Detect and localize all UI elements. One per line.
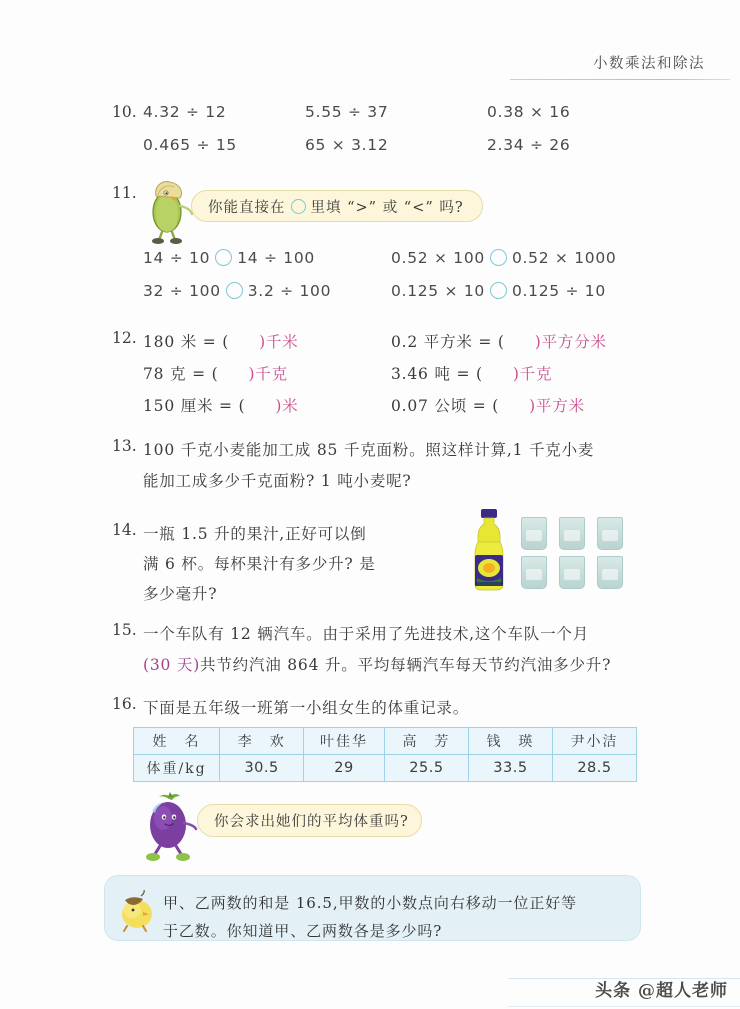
q11-row-3 bbox=[391, 249, 616, 267]
question-12-number: 12. bbox=[112, 329, 137, 347]
q10-expr-2: 5.55 ÷ 37 bbox=[305, 103, 389, 121]
question-14-number: 14. bbox=[112, 521, 137, 539]
q14-line-3: 多少毫升? bbox=[143, 585, 218, 603]
q11-row-1-right: 14 ÷ 100 bbox=[237, 249, 315, 267]
q16-bubble-text: 你会求出她们的平均体重吗? bbox=[214, 814, 409, 830]
q12-item-5-lhs: 3.46 吨 = ( bbox=[391, 365, 483, 383]
q15-line-1: 一个车队有 12 辆汽车。由于采用了先进技术,这个车队一个月 bbox=[143, 625, 590, 643]
q10-expr-5: 65 × 3.12 bbox=[305, 136, 389, 154]
question-16-number: 16. bbox=[112, 695, 137, 713]
q14-line-1: 一瓶 1.5 升的果汁,正好可以倒 bbox=[143, 525, 367, 543]
q11-row-2-right: 3.2 ÷ 100 bbox=[247, 282, 332, 300]
q15-line-2 bbox=[143, 652, 611, 679]
drinking-glass-icon bbox=[559, 556, 585, 589]
table-cell-weight-3: 25.5 bbox=[384, 755, 468, 782]
q12-item-5-rhs: )千克 bbox=[512, 365, 553, 383]
table-cell-name-2: 叶佳华 bbox=[304, 728, 385, 755]
header-divider bbox=[510, 79, 730, 80]
chapter-title: 小数乘法和除法 bbox=[593, 56, 705, 72]
table-header-name: 姓 名 bbox=[134, 728, 220, 755]
q12-item-1 bbox=[143, 329, 299, 356]
q12-item-4 bbox=[391, 329, 607, 356]
q15-highlight: (30 天) bbox=[143, 656, 201, 674]
q12-item-3-lhs: 150 厘米 = ( bbox=[143, 397, 246, 415]
eggplant-character-icon bbox=[138, 791, 202, 863]
q11-bubble-pre: 你能直接在 bbox=[208, 199, 286, 216]
question-13-number: 13. bbox=[112, 437, 137, 455]
question-11-number: 11. bbox=[112, 184, 137, 202]
q10-expr-1: 4.32 ÷ 12 bbox=[143, 103, 227, 121]
q12-item-3 bbox=[143, 393, 299, 420]
table-cell-weight-2: 29 bbox=[304, 755, 385, 782]
question-10-number: 10. bbox=[112, 103, 137, 121]
q11-bubble-circle-icon bbox=[291, 199, 306, 214]
q11-row-1-left: 14 ÷ 10 bbox=[143, 249, 211, 267]
challenge-lines bbox=[163, 889, 577, 945]
drinking-glass-icon bbox=[559, 517, 585, 550]
q11-row-1-circle-icon bbox=[215, 249, 232, 266]
q14-line-2: 满 6 杯。每杯果汁有多少升? 是 bbox=[143, 555, 376, 573]
q12-item-2-rhs: )千克 bbox=[248, 365, 288, 383]
q12-item-6 bbox=[391, 393, 585, 420]
table-cell-weight-1: 30.5 bbox=[220, 755, 304, 782]
page-header bbox=[0, 52, 740, 88]
drinking-glass-icon bbox=[521, 556, 547, 589]
q12-item-5 bbox=[391, 361, 552, 388]
q12-item-1-lhs: 180 米 = ( bbox=[143, 333, 230, 351]
drinking-glasses-group bbox=[521, 517, 625, 589]
q11-row-2-left: 32 ÷ 100 bbox=[143, 282, 221, 300]
q11-row-4-right: 0.125 ÷ 10 bbox=[511, 282, 606, 300]
q10-expr-6: 2.34 ÷ 26 bbox=[487, 136, 571, 154]
q11-row-4-left: 0.125 × 10 bbox=[391, 282, 485, 300]
drinking-glass-icon bbox=[597, 517, 623, 550]
q16-prompt: 下面是五年级一班第一小组女生的体重记录。 bbox=[143, 699, 470, 717]
q12-item-1-rhs: )千米 bbox=[259, 333, 299, 351]
q11-row-4 bbox=[391, 282, 606, 300]
q15-line-2-rest: 共节约汽油 864 升。平均每辆汽车每天节约汽油多少升? bbox=[200, 656, 612, 674]
drinking-glass-icon bbox=[521, 517, 547, 550]
weight-record-table bbox=[133, 727, 637, 782]
q11-speech-bubble bbox=[191, 190, 483, 222]
table-cell-name-4: 钱 瑛 bbox=[468, 728, 552, 755]
q11-row-4-circle-icon bbox=[490, 282, 507, 299]
watermark-label: 头条 @超人老师 bbox=[595, 981, 728, 1001]
q12-item-6-lhs: 0.07 公顷 = ( bbox=[391, 397, 500, 415]
table-cell-name-1: 李 欢 bbox=[220, 728, 304, 755]
q10-expr-4: 0.465 ÷ 15 bbox=[143, 136, 237, 154]
challenge-line-1: 甲、乙两数的和是 16.5,甲数的小数点向右移动一位正好等 bbox=[163, 894, 578, 912]
question-15-number: 15. bbox=[112, 621, 137, 639]
watermark-divider-bottom bbox=[508, 1006, 740, 1007]
q10-expr-3: 0.38 × 16 bbox=[487, 103, 571, 121]
q13-line-2: 能加工成多少千克面粉? 1 吨小麦呢? bbox=[143, 472, 412, 490]
q12-item-3-rhs: )米 bbox=[275, 397, 299, 415]
q11-row-2 bbox=[143, 282, 331, 300]
q11-bubble-post: 里填 “>” 或 “<” 吗? bbox=[310, 199, 464, 216]
chick-character-icon bbox=[117, 890, 159, 932]
table-header-weight: 体重/kg bbox=[134, 755, 220, 782]
q12-item-4-rhs: )平方分米 bbox=[534, 333, 607, 351]
q11-row-2-circle-icon bbox=[226, 282, 243, 299]
corn-character-icon bbox=[140, 178, 196, 246]
table-row-weights bbox=[134, 755, 637, 782]
q12-item-4-lhs: 0.2 平方米 = ( bbox=[391, 333, 505, 351]
table-row-names bbox=[134, 728, 637, 755]
challenge-line-2: 于乙数。你知道甲、乙两数各是多少吗? bbox=[163, 922, 443, 940]
q12-item-2 bbox=[143, 361, 288, 388]
q11-row-3-right: 0.52 × 1000 bbox=[511, 249, 617, 267]
table-cell-name-3: 高 芳 bbox=[384, 728, 468, 755]
table-cell-name-5: 尹小洁 bbox=[552, 728, 636, 755]
q11-row-1 bbox=[143, 249, 315, 267]
table-cell-weight-5: 28.5 bbox=[552, 755, 636, 782]
table-cell-weight-4: 33.5 bbox=[468, 755, 552, 782]
juice-bottle-icon bbox=[466, 508, 512, 592]
q12-item-2-lhs: 78 克 = ( bbox=[143, 365, 219, 383]
drinking-glass-icon bbox=[597, 556, 623, 589]
challenge-box bbox=[104, 875, 641, 941]
q16-speech-bubble bbox=[197, 804, 422, 837]
q11-row-3-circle-icon bbox=[490, 249, 507, 266]
q12-item-6-rhs: )平方米 bbox=[529, 397, 585, 415]
q13-line-1: 100 千克小麦能加工成 85 千克面粉。照这样计算,1 千克小麦 bbox=[143, 441, 595, 459]
q11-row-3-left: 0.52 × 100 bbox=[391, 249, 485, 267]
